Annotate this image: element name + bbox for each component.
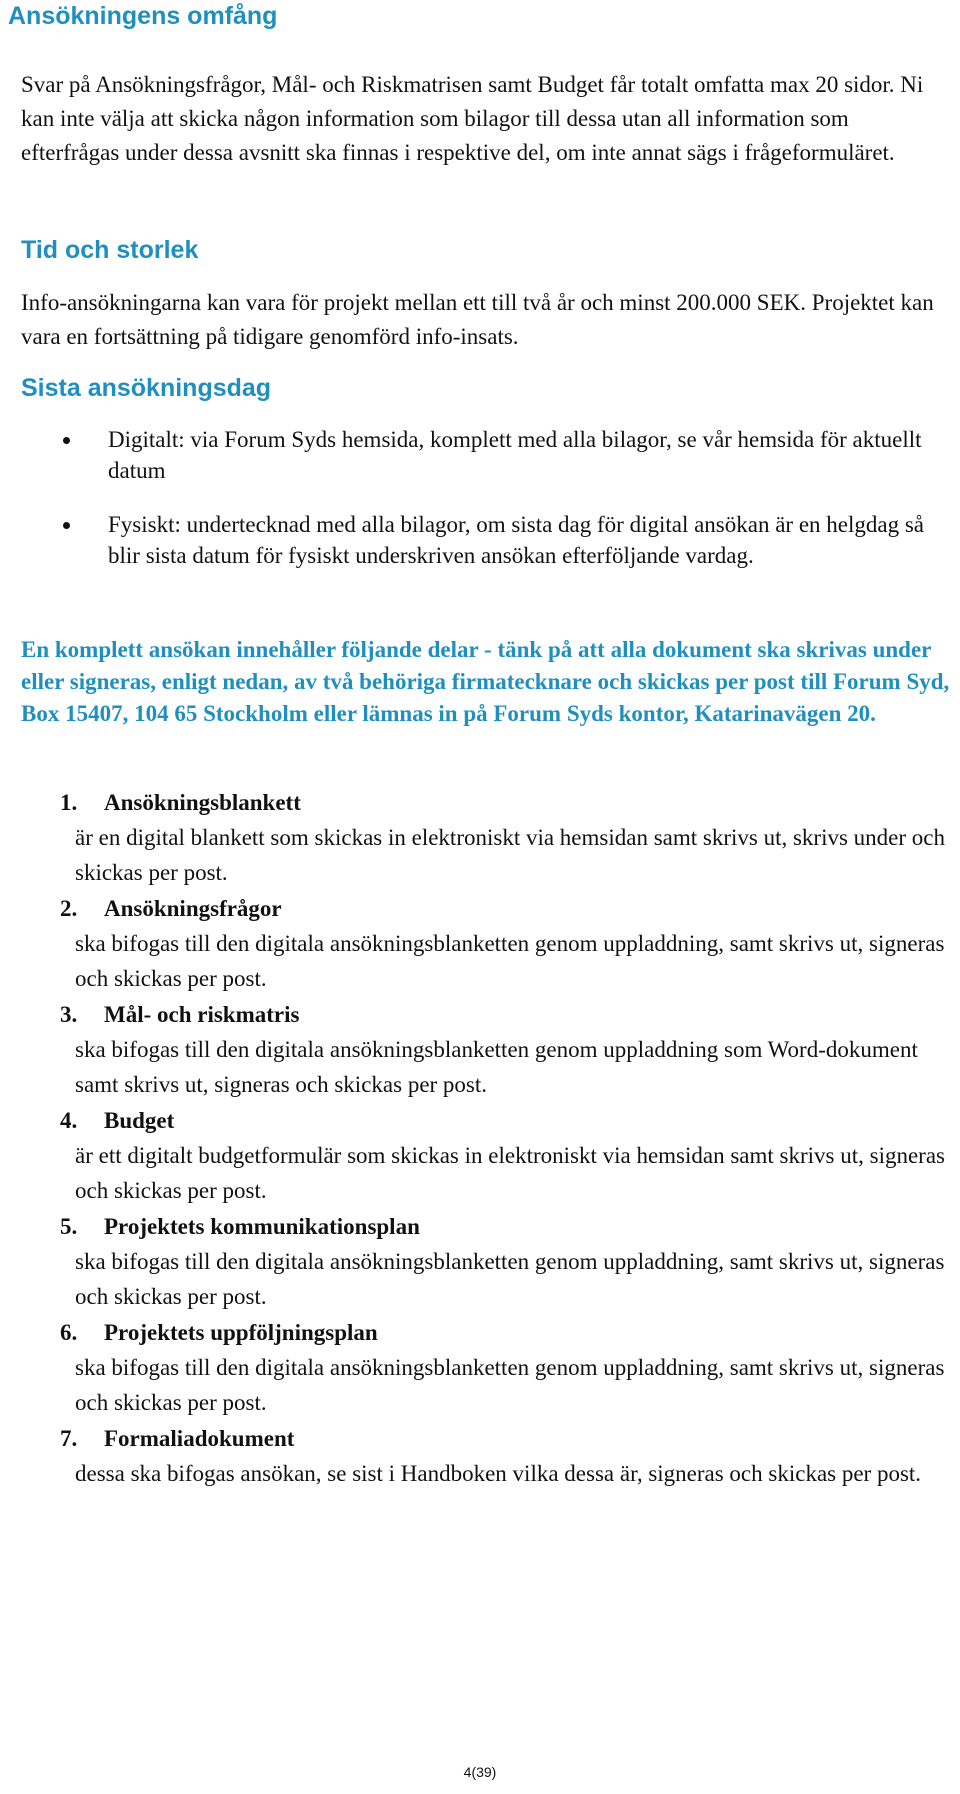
- document-number: 3.: [60, 1002, 78, 1027]
- page-number: 4(39): [463, 1764, 497, 1780]
- list-item: [60, 424, 960, 486]
- document-description: ska bifogas till den digitala ansökningsblanketten genom uppladdning som Word-dokument samt skrivs ut, signeras och skickas per post.: [75, 1037, 918, 1097]
- document-title: [60, 1316, 960, 1350]
- document-title: [60, 1104, 960, 1138]
- bullet-text: Fysiskt: undertecknad med alla bilagor, om sista dag för digital ansökan är en helgdag så blir sista datum för fysiskt underskriven ansökan efterföljande vardag.: [108, 512, 925, 568]
- paragraph-scope: Svar på Ansökningsfrågor, Mål- och Riskmatrisen samt Budget får totalt omfatta max 20 sidor. Ni kan inte välja att skicka någon information som bilagor till dessa utan all information som efterfrågas under dessa avsnitt ska finnas i respektive del, om inte annat sägs i frågeformuläret.: [21, 72, 924, 165]
- list-item: [60, 1104, 960, 1210]
- list-item: [60, 509, 960, 571]
- document-number: 7.: [60, 1426, 78, 1451]
- deadline-bullet-list: [60, 424, 960, 571]
- document-title: [60, 998, 960, 1032]
- list-item: [60, 1210, 960, 1316]
- paragraph-time-size: Info-ansökningarna kan vara för projekt mellan ett till två år och minst 200.000 SEK. Projektet kan vara en fortsättning på tidigare genomförd info-insats.: [21, 290, 934, 349]
- document-name: Ansökningsfrågor: [104, 896, 282, 921]
- bullet-text: Digitalt: via Forum Syds hemsida, komplett med alla bilagor, se vår hemsida för aktuellt datum: [108, 427, 922, 483]
- document-number: 5.: [60, 1214, 78, 1239]
- document-number: 2.: [60, 896, 78, 921]
- document-name: Projektets kommunikationsplan: [104, 1214, 420, 1239]
- list-item: [60, 1422, 960, 1493]
- document-list: [60, 786, 960, 1493]
- document-title: [60, 892, 960, 926]
- document-number: 1.: [60, 790, 78, 815]
- bullet-icon: [63, 437, 70, 444]
- document-description: ska bifogas till den digitala ansökningsblanketten genom uppladdning, samt skrivs ut, signeras och skickas per post.: [75, 1355, 945, 1415]
- document-title: [60, 1422, 960, 1456]
- document-description: är ett digitalt budgetformulär som skickas in elektroniskt via hemsidan samt skrivs ut, signeras och skickas per post.: [75, 1143, 946, 1203]
- document-name: Budget: [104, 1108, 175, 1133]
- document-description: dessa ska bifogas ansökan, se sist i Handboken vilka dessa är, signeras och skickas per post.: [75, 1461, 922, 1486]
- document-name: Formaliadokument: [104, 1426, 295, 1451]
- document-description: ska bifogas till den digitala ansökningsblanketten genom uppladdning, samt skrivs ut, signeras och skickas per post.: [75, 1249, 945, 1309]
- document-name: Projektets uppföljningsplan: [104, 1320, 378, 1345]
- bullet-icon: [63, 522, 70, 529]
- document-title: [60, 786, 960, 820]
- document-description: är en digital blankett som skickas in elektroniskt via hemsidan samt skrivs ut, skrivs under och skickas per post.: [75, 825, 946, 885]
- document-description: ska bifogas till den digitala ansökningsblanketten genom uppladdning, samt skrivs ut, signeras och skickas per post.: [75, 931, 945, 991]
- list-item: [60, 892, 960, 998]
- document-name: Mål- och riskmatris: [104, 1002, 300, 1027]
- heading-deadline: Sista ansökningsdag: [21, 374, 272, 402]
- heading-time-size: Tid och storlek: [21, 236, 199, 264]
- list-item: [60, 998, 960, 1104]
- list-item: [60, 786, 960, 892]
- document-number: 4.: [60, 1108, 78, 1133]
- heading-scope: Ansökningens omfång: [8, 2, 278, 30]
- paragraph-complete-application: En komplett ansökan innehåller följande delar - tänk på att alla dokument ska skrivas under eller signeras, enligt nedan, av två behöriga firmatecknare och skickas per post till Forum Syd, Box 15407, 104 65 Stockholm eller lämnas in på Forum Syds kontor, Katarinavägen 20.: [21, 637, 950, 726]
- document-name: Ansökningsblankett: [104, 790, 301, 815]
- document-number: 6.: [60, 1320, 78, 1345]
- document-title: [60, 1210, 960, 1244]
- list-item: [60, 1316, 960, 1422]
